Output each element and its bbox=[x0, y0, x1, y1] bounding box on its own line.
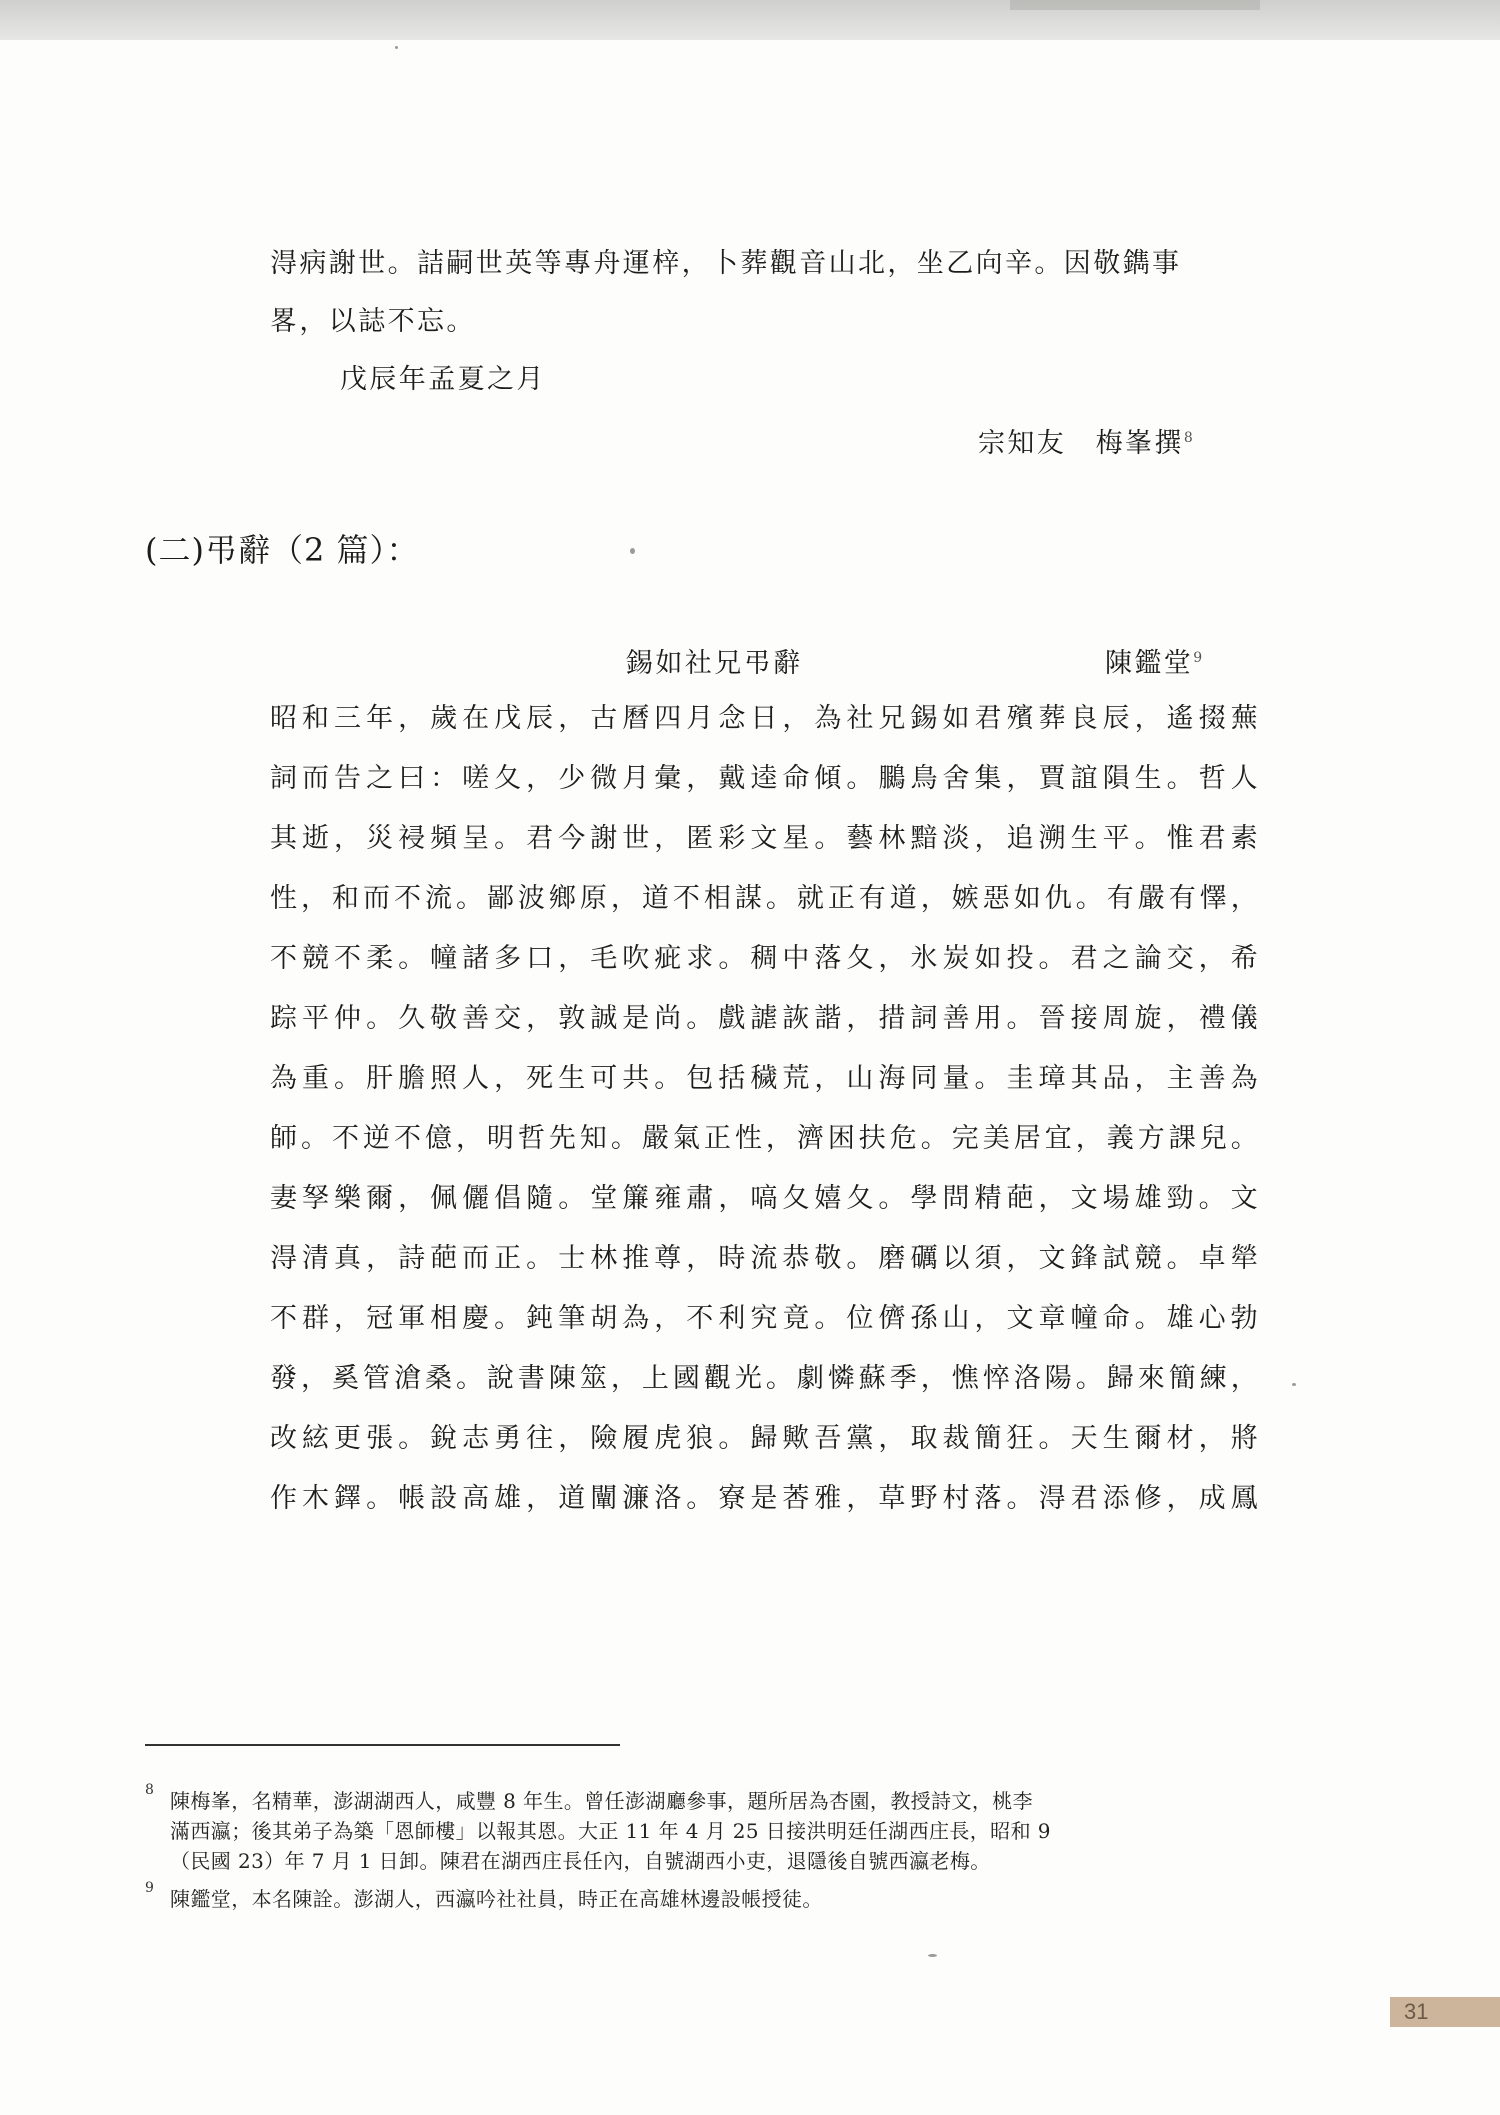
scan-speck bbox=[395, 46, 398, 49]
elegy-line: 詞而告之曰：嗟夂，少微月彙，戴逵命傾。鵩鳥舍集，賈誼隕生。哲人 bbox=[270, 763, 1260, 794]
elegy-line: 發，奚管滄桑。說書陳筮，上國觀光。劇憐蘇季，憔悴洛陽。歸來簡練， bbox=[270, 1363, 1260, 1394]
elegy-line: 改絃更張。銳志勇往，險履虎狼。歸歟吾黨，取裁簡狂。天生爾材，將 bbox=[270, 1423, 1260, 1454]
elegy-line: 為重。肝膽照人，死生可共。包括穢荒，山海同量。圭璋其品，主善為 bbox=[270, 1063, 1260, 1094]
elegy-line: 不群，冠軍相慶。鈍筆胡為，不利究竟。位儕孫山，文章幢命。雄心勃 bbox=[270, 1303, 1260, 1334]
signature-footnote-ref: 8 bbox=[1183, 430, 1193, 446]
elegy-line: 其逝，災祲頻呈。君今謝世，匿彩文星。藝林黯淡，追溯生平。惟君素 bbox=[270, 823, 1260, 854]
scan-speck bbox=[1292, 1383, 1296, 1386]
scan-speck bbox=[928, 1954, 937, 1957]
footnote-line: 滿西瀛；後其弟子為築「恩師樓」以報其恩。大正 11 年 4 月 25 日接洪明廷任湖西庄長，昭和 9 bbox=[170, 1819, 1051, 1843]
intro-line-1: 淂病謝世。詰嗣世英等專舟運梓，卜葬觀音山北，坐乙向辛。因敬鐫事 bbox=[270, 248, 1182, 279]
elegy-body bbox=[270, 689, 1260, 1529]
footnote-line: 陳梅峯，名精華，澎湖湖西人，咸豐 8 年生。曾任澎湖廳參事，題所居為杏園，教授詩文，桃李 bbox=[170, 1789, 1034, 1813]
signature-text: 宗知友 梅峯撰 bbox=[978, 428, 1184, 459]
elegy-line: 昭和三年，歲在戊辰，古曆四月念日，為社兄錫如君殯葬良辰，遙掇蕪 bbox=[270, 703, 1260, 734]
footnote-9 bbox=[170, 1884, 1280, 1914]
footnote-8 bbox=[170, 1786, 1280, 1876]
intro-line-2: 畧，以誌不忘。 bbox=[270, 306, 476, 337]
elegy-line: 不競不柔。幢諸多口，毛吹疵求。稠中落夂，氷炭如投。君之論交，希 bbox=[270, 943, 1260, 974]
scan-header-remnant bbox=[1010, 0, 1260, 10]
page-number: 31 bbox=[1390, 1997, 1500, 2027]
footnote-number: 8 bbox=[145, 1782, 154, 1798]
elegy-line: 踪平仲。久敬善交，敦誠是尚。戲謔詼諧，措詞善用。晉接周旋，禮儀 bbox=[270, 1003, 1260, 1034]
date-line: 戊辰年孟夏之月 bbox=[340, 364, 546, 395]
elegy-author bbox=[1105, 644, 1202, 684]
scan-speck bbox=[630, 548, 635, 554]
elegy-line: 性，和而不流。鄙波鄉原，道不相謀。就正有道，嫉惡如仇。有嚴有懌， bbox=[270, 883, 1260, 914]
elegy-line: 師。不逆不億，明哲先知。嚴氣正性，濟困扶危。完美居宜，義方課兒。 bbox=[270, 1123, 1260, 1154]
footnote-number: 9 bbox=[145, 1880, 154, 1896]
elegy-title: 錫如社兄弔辭 bbox=[626, 648, 803, 679]
elegy-line: 作木鐸。帳設高雄，道闡濂洛。寮是莕雅，草野村落。淂君添修，成鳳 bbox=[270, 1483, 1260, 1514]
elegy-author-footnote-ref: 9 bbox=[1193, 650, 1203, 666]
signature bbox=[978, 424, 1193, 464]
scan-top-edge bbox=[0, 0, 1500, 40]
footnote-line: （民國 23）年 7 月 1 日卸。陳君在湖西庄長任內，自號湖西小吏，退隱後自號西瀛老梅。 bbox=[170, 1849, 991, 1873]
elegy-line: 淂清真，詩葩而正。士林推尊，時流恭敬。磨礪以須，文鋒試競。卓犖 bbox=[270, 1243, 1260, 1274]
footnote-divider bbox=[145, 1744, 620, 1746]
footnote-line: 陳鑑堂，本名陳詮。澎湖人，西瀛吟社社員，時正在高雄林邊設帳授徒。 bbox=[170, 1887, 823, 1911]
section-heading: (二)弔辭（2 篇）： bbox=[145, 531, 420, 569]
elegy-line: 妻孥樂爾，佩儷倡隨。堂簾雍肅，嗃夂嬉夂。學問精葩，文場雄勁。文 bbox=[270, 1183, 1260, 1214]
elegy-author-name: 陳鑑堂 bbox=[1105, 648, 1194, 679]
